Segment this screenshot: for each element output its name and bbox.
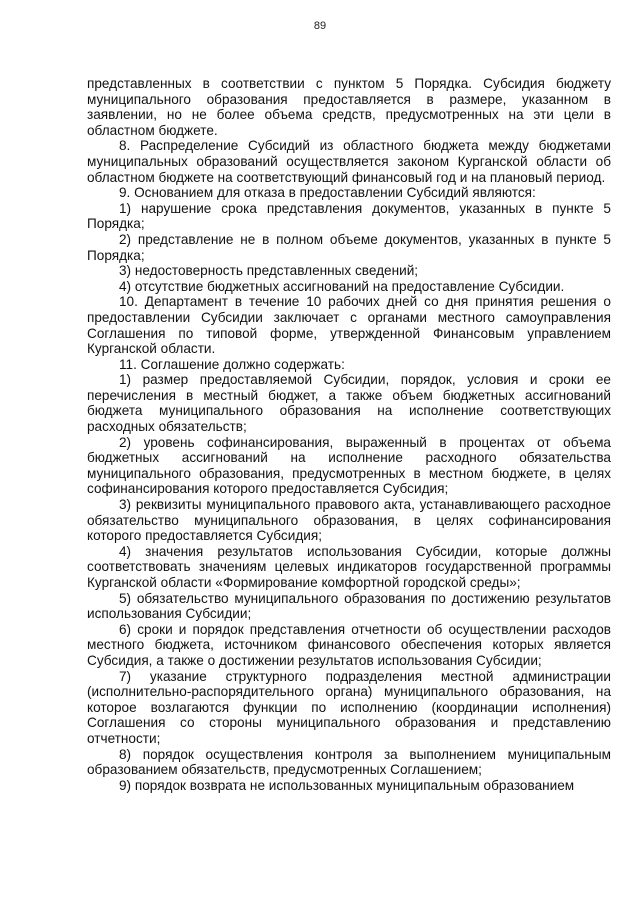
paragraph-8: 10. Департамент в течение 10 рабочих дней со дня принятия решения о предоставлении Субсидии заключает с органами местного самоуправления Соглашения по типовой форме, утвержденной Финансовым управлением Курганской области. <box>87 294 611 357</box>
paragraph-9: 11. Соглашение должно содержать: <box>119 356 345 372</box>
page-number: 89 <box>313 20 327 32</box>
document-body <box>87 76 611 793</box>
paragraph-5: 2) представление не в полном объеме документов, указанных в пункте 5 Порядка; <box>87 231 611 263</box>
paragraph-3: 9. Основанием для отказа в предоставлении Субсидий являются: <box>119 185 536 201</box>
paragraph-1: представленных в соответствии с пунктом 5 Порядка. Субсидия бюджету муниципального образования предоставляется в размере, указанном в заявлении, но не более объема средств, предусмотренных на эти цели в областном бюджете. <box>87 76 611 138</box>
paragraph-15: 6) сроки и порядок представления отчетности об осуществлении расходов местного бюджета, источником финансового обеспечения которых является Субсидия, а также о достижении результатов использования Субсидии; <box>87 621 611 668</box>
paragraph-17: 8) порядок осуществления контроля за выполнением муниципальным образованием обязательств, предусмотренных Соглашением; <box>87 746 611 778</box>
paragraph-10: 1) размер предоставляемой Субсидии, порядок, условия и сроки ее перечисления в местный бюджет, а также объем бюджетных ассигнований бюджета муниципального образования на исполнение соответствующих расходных обязательств; <box>87 372 611 435</box>
paragraph-7: 4) отсутствие бюджетных ассигнований на предоставление Субсидии. <box>119 278 565 294</box>
paragraph-16: 7) указание структурного подразделения местной администрации (исполнительно-распорядительного органа) муниципального образования, на которое возлагаются функции по исполнению (координации исполнения) Соглашения со стороны муниципального образования и представлению отчетности; <box>87 668 611 746</box>
paragraph-6: 3) недостоверность представленных сведений; <box>119 263 419 279</box>
paragraph-18: 9) порядок возврата не использованных муниципальным образованием <box>119 777 575 793</box>
paragraph-4: 1) нарушение срока представления документов, указанных в пункте 5 Порядка; <box>87 200 611 232</box>
paragraph-2: 8. Распределение Субсидий из областного бюджета между бюджетами муниципальных образований осуществляется законом Курганской области об областном бюджете на соответствующий финансовый год и на плановый период. <box>87 138 611 185</box>
paragraph-12: 3) реквизиты муниципального правового акта, устанавливающего расходное обязательство муниципального образования, в целях софинансирования которого предоставляется Субсидия; <box>87 497 611 544</box>
paragraph-14: 5) обязательство муниципального образования по достижению результатов использования Субсидии; <box>87 590 611 622</box>
paragraph-13: 4) значения результатов использования Субсидии, которые должны соответствовать значениям целевых индикаторов государственной программы Курганской области «Формирование комфортной городской среды»; <box>87 543 611 590</box>
paragraph-11: 2) уровень софинансирования, выраженный в процентах от объема бюджетных ассигнований на исполнение расходного обязательства муниципального образования, предусмотренных в местном бюджете, в целях софинансирования которого предоставляется Субсидия; <box>87 434 611 497</box>
